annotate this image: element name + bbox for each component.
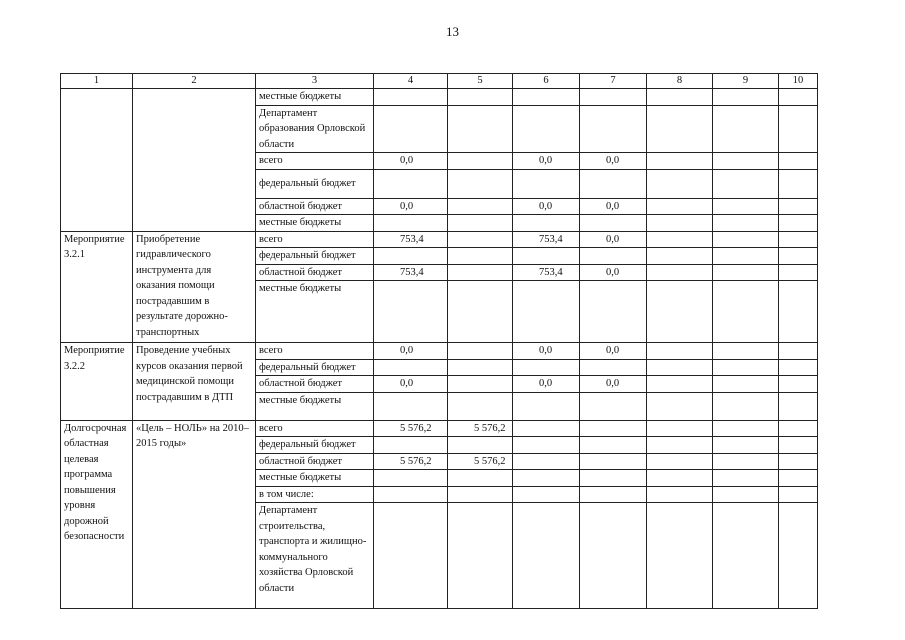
- value-cell: 0,0: [580, 231, 647, 248]
- value-cell: [448, 376, 513, 393]
- value-cell: [448, 503, 513, 609]
- header-row: [61, 74, 818, 89]
- source-cell: Департамент строительства, транспорта и жилищно-коммунального хозяйства Орловской области: [256, 503, 374, 609]
- value-cell: [580, 503, 647, 609]
- source-cell: местные бюджеты: [256, 89, 374, 106]
- value-cell: 0,0: [374, 198, 448, 215]
- value-cell: 0,0: [374, 343, 448, 360]
- value-cell: [513, 169, 580, 198]
- measure-cell: [61, 89, 133, 232]
- value-cell: [374, 89, 448, 106]
- column-header: 10: [779, 74, 818, 89]
- value-cell: [580, 486, 647, 503]
- value-cell: [513, 420, 580, 437]
- description-cell: Проведение учебных курсов оказания первой медицинской помощи пострадавшим в ДТП: [133, 343, 256, 421]
- value-cell: [448, 169, 513, 198]
- source-cell: всего: [256, 420, 374, 437]
- value-cell: [448, 231, 513, 248]
- source-cell: областной бюджет: [256, 264, 374, 281]
- value-cell: 5 576,2: [448, 453, 513, 470]
- value-cell: [580, 215, 647, 232]
- source-cell: областной бюджет: [256, 453, 374, 470]
- value-cell: [374, 169, 448, 198]
- value-cell: [374, 281, 448, 343]
- column-header: 1: [61, 74, 133, 89]
- value-cell: [513, 105, 580, 153]
- value-cell: [448, 198, 513, 215]
- column-header: 4: [374, 74, 448, 89]
- value-cell: [580, 437, 647, 454]
- value-cell: [513, 437, 580, 454]
- source-cell: Департамент образования Орловской области: [256, 105, 374, 153]
- column-header: 7: [580, 74, 647, 89]
- value-cell: [448, 437, 513, 454]
- source-cell: местные бюджеты: [256, 470, 374, 487]
- source-cell: местные бюджеты: [256, 281, 374, 343]
- value-cell: [374, 248, 448, 265]
- value-cell: [374, 486, 448, 503]
- value-cell: 0,0: [580, 153, 647, 170]
- value-cell: [374, 105, 448, 153]
- value-cell: 0,0: [580, 264, 647, 281]
- value-cell: [580, 105, 647, 153]
- value-cell: 753,4: [513, 231, 580, 248]
- source-cell: федеральный бюджет: [256, 359, 374, 376]
- value-cell: 0,0: [513, 376, 580, 393]
- description-cell: «Цель – НОЛЬ» на 2010–2015 годы»: [133, 420, 256, 609]
- value-cell: [513, 215, 580, 232]
- value-cell: [513, 89, 580, 106]
- table-row: [61, 420, 818, 437]
- value-cell: [374, 392, 448, 420]
- table-row: [61, 343, 818, 360]
- column-header: 2: [133, 74, 256, 89]
- value-cell: [448, 248, 513, 265]
- budget-table: [60, 73, 818, 609]
- value-cell: [374, 359, 448, 376]
- column-header: 8: [647, 74, 713, 89]
- value-cell: 0,0: [374, 153, 448, 170]
- table-row: [61, 231, 818, 248]
- value-cell: [580, 420, 647, 437]
- value-cell: [513, 392, 580, 420]
- value-cell: [580, 470, 647, 487]
- value-cell: 0,0: [513, 198, 580, 215]
- source-cell: федеральный бюджет: [256, 248, 374, 265]
- value-cell: [513, 248, 580, 265]
- measure-cell: Мероприятие 3.2.1: [61, 231, 133, 343]
- value-cell: [580, 453, 647, 470]
- value-cell: [448, 215, 513, 232]
- value-cell: 0,0: [513, 153, 580, 170]
- value-cell: [580, 89, 647, 106]
- value-cell: 0,0: [580, 198, 647, 215]
- value-cell: [580, 169, 647, 198]
- value-cell: 5 576,2: [374, 420, 448, 437]
- source-cell: всего: [256, 153, 374, 170]
- source-cell: в том числе:: [256, 486, 374, 503]
- page-number: 13: [446, 24, 459, 39]
- source-cell: областной бюджет: [256, 198, 374, 215]
- value-cell: [513, 281, 580, 343]
- source-cell: федеральный бюджет: [256, 169, 374, 198]
- value-cell: [374, 503, 448, 609]
- column-header: 3: [256, 74, 374, 89]
- value-cell: [513, 470, 580, 487]
- value-cell: [448, 343, 513, 360]
- source-cell: федеральный бюджет: [256, 437, 374, 454]
- value-cell: [580, 359, 647, 376]
- value-cell: [374, 215, 448, 232]
- value-cell: 0,0: [580, 343, 647, 360]
- value-cell: [580, 281, 647, 343]
- value-cell: [513, 453, 580, 470]
- description-cell: [133, 89, 256, 232]
- value-cell: 753,4: [374, 264, 448, 281]
- source-cell: местные бюджеты: [256, 392, 374, 420]
- source-cell: областной бюджет: [256, 376, 374, 393]
- value-cell: 753,4: [513, 264, 580, 281]
- value-cell: [513, 359, 580, 376]
- value-cell: [513, 503, 580, 609]
- column-header: 6: [513, 74, 580, 89]
- value-cell: [374, 470, 448, 487]
- value-cell: [448, 105, 513, 153]
- measure-cell: Долгосрочная областная целевая программа повышения уровня дорожной безопасности: [61, 420, 133, 609]
- table-row: [61, 89, 818, 106]
- description-cell: Приобретение гидравлического инструмента для оказания помощи пострадавшим в результате дорожно-транспортных: [133, 231, 256, 343]
- value-cell: [448, 89, 513, 106]
- value-cell: 0,0: [580, 376, 647, 393]
- value-cell: 5 576,2: [374, 453, 448, 470]
- value-cell: 5 576,2: [448, 420, 513, 437]
- value-cell: [513, 486, 580, 503]
- value-cell: [448, 470, 513, 487]
- source-cell: всего: [256, 343, 374, 360]
- value-cell: [580, 248, 647, 265]
- value-cell: [448, 153, 513, 170]
- value-cell: [580, 392, 647, 420]
- measure-cell: Мероприятие 3.2.2: [61, 343, 133, 421]
- value-cell: [448, 486, 513, 503]
- value-cell: [448, 392, 513, 420]
- value-cell: [448, 281, 513, 343]
- value-cell: 0,0: [374, 376, 448, 393]
- source-cell: местные бюджеты: [256, 215, 374, 232]
- column-header: 9: [713, 74, 779, 89]
- value-cell: 753,4: [374, 231, 448, 248]
- value-cell: 0,0: [513, 343, 580, 360]
- column-header: 5: [448, 74, 513, 89]
- value-cell: [448, 264, 513, 281]
- source-cell: всего: [256, 231, 374, 248]
- value-cell: [374, 437, 448, 454]
- value-cell: [448, 359, 513, 376]
